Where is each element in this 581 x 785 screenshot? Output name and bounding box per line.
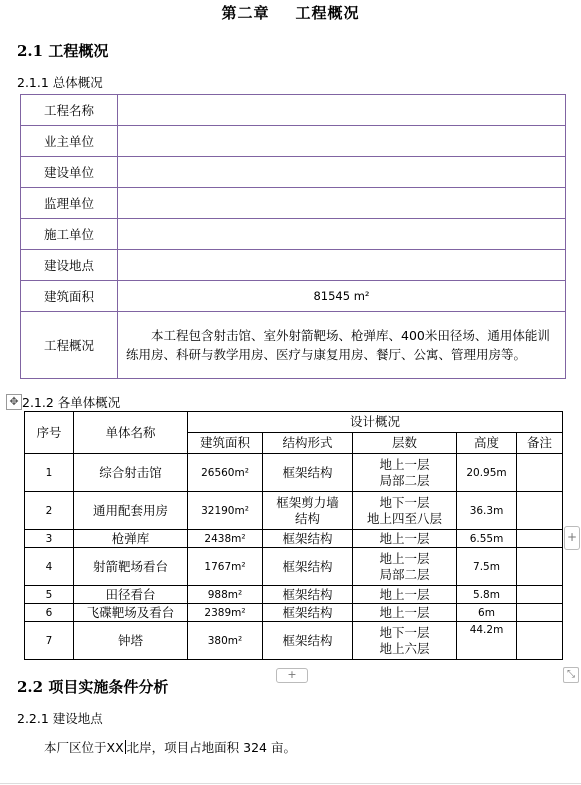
structure-cell[interactable]: 框架结构 xyxy=(263,622,353,660)
general-info-table xyxy=(20,94,566,379)
height-cell[interactable]: 44.2m xyxy=(457,622,517,660)
floors-cell[interactable] xyxy=(353,454,457,492)
value-cell[interactable] xyxy=(118,126,566,157)
table-row xyxy=(21,188,566,219)
height-cell[interactable]: 7.5m xyxy=(457,548,517,586)
table-row xyxy=(21,95,566,126)
height-cell[interactable]: 20.95m xyxy=(457,454,517,492)
height-cell[interactable]: 5.8m xyxy=(457,586,517,604)
name-cell[interactable]: 钟塔 xyxy=(74,622,188,660)
table-row xyxy=(21,219,566,250)
floor-line: 地上一层 xyxy=(379,550,430,566)
floor-line: 局部二层 xyxy=(379,566,430,582)
body-text-before: 本厂区位于XX xyxy=(44,740,124,755)
table-resize-handle-icon[interactable]: ⤡ xyxy=(563,667,579,683)
floor-line: 地下一层 xyxy=(379,624,430,640)
name-cell[interactable]: 通用配套用房 xyxy=(74,492,188,530)
chapter-title xyxy=(0,2,581,23)
seq-cell[interactable]: 5 xyxy=(25,586,74,604)
table-row xyxy=(25,492,563,530)
label-cell: 建筑面积 xyxy=(21,281,118,312)
table-row xyxy=(25,454,563,492)
note-cell[interactable] xyxy=(517,548,563,586)
height-cell[interactable]: 36.3m xyxy=(457,492,517,530)
section-heading-2-1: 2.1 工程概况 xyxy=(17,42,109,60)
header-area: 建筑面积 xyxy=(188,433,263,454)
seq-cell[interactable]: 3 xyxy=(25,530,74,548)
body-paragraph[interactable] xyxy=(44,738,296,756)
note-cell[interactable] xyxy=(517,622,563,660)
structure-cell[interactable]: 框架结构 xyxy=(263,604,353,622)
floor-line: 地下一层 xyxy=(379,494,430,510)
label-cell: 监理单位 xyxy=(21,188,118,219)
page-divider xyxy=(0,783,581,784)
area-cell[interactable]: 988m² xyxy=(188,586,263,604)
section-heading-2-2: 2.2 项目实施条件分析 xyxy=(17,678,169,696)
floor-line: 地上四至八层 xyxy=(366,510,442,526)
header-design: 设计概况 xyxy=(188,412,563,433)
seq-cell[interactable]: 1 xyxy=(25,454,74,492)
floor-line: 地上一层 xyxy=(379,456,430,472)
header-seq: 序号 xyxy=(25,412,74,454)
add-row-button[interactable]: + xyxy=(276,668,308,683)
header-floors: 层数 xyxy=(353,433,457,454)
name-cell[interactable]: 枪弹库 xyxy=(74,530,188,548)
value-cell[interactable]: 本工程包含射击馆、室外射箭靶场、枪弹库、400米田径场、通用体能训练用房、科研与教学用房、医疗与康复用房、餐厅、公寓、管理用房等。 xyxy=(118,312,566,379)
section-heading-2-1-2: 2.1.2 各单体概况 xyxy=(22,395,121,410)
floors-cell[interactable] xyxy=(353,492,457,530)
name-cell[interactable]: 射箭靶场看台 xyxy=(74,548,188,586)
floor-line: 地上一层 xyxy=(379,604,430,620)
table-row xyxy=(21,250,566,281)
area-cell[interactable]: 1767m² xyxy=(188,548,263,586)
floors-cell[interactable] xyxy=(353,586,457,604)
seq-cell[interactable]: 6 xyxy=(25,604,74,622)
label-cell: 业主单位 xyxy=(21,126,118,157)
add-column-button[interactable]: + xyxy=(564,526,580,550)
structure-cell[interactable]: 框架剪力墙结构 xyxy=(263,492,353,530)
table-row xyxy=(21,281,566,312)
text-cursor xyxy=(125,740,126,754)
header-height: 高度 xyxy=(457,433,517,454)
chapter-name: 工程概况 xyxy=(295,4,360,22)
body-text-after: 北岸，项目占地面积 324 亩。 xyxy=(126,740,296,755)
seq-cell[interactable]: 7 xyxy=(25,622,74,660)
label-cell: 工程名称 xyxy=(21,95,118,126)
value-cell[interactable] xyxy=(118,188,566,219)
header-name: 单体名称 xyxy=(74,412,188,454)
area-cell[interactable]: 32190m² xyxy=(188,492,263,530)
structure-cell[interactable]: 框架结构 xyxy=(263,586,353,604)
table-row xyxy=(21,312,566,379)
name-cell[interactable]: 飞碟靶场及看台 xyxy=(74,604,188,622)
area-cell[interactable]: 380m² xyxy=(188,622,263,660)
area-cell[interactable]: 2389m² xyxy=(188,604,263,622)
header-structure: 结构形式 xyxy=(263,433,353,454)
table-move-handle-icon[interactable]: ✥ xyxy=(6,394,22,410)
section-heading-2-1-1: 2.1.1 总体概况 xyxy=(17,75,103,90)
floors-cell[interactable] xyxy=(353,622,457,660)
floors-cell[interactable] xyxy=(353,604,457,622)
floor-line: 局部二层 xyxy=(379,472,430,488)
floor-line: 地上一层 xyxy=(379,530,430,546)
table-row xyxy=(25,548,563,586)
structure-cell[interactable]: 框架结构 xyxy=(263,454,353,492)
chapter-number: 第二章 xyxy=(221,4,270,22)
label-cell: 施工单位 xyxy=(21,219,118,250)
height-cell[interactable]: 6m xyxy=(457,604,517,622)
area-cell[interactable]: 26560m² xyxy=(188,454,263,492)
table-header-row xyxy=(25,412,563,433)
name-cell[interactable]: 综合射击馆 xyxy=(74,454,188,492)
table-row xyxy=(21,157,566,188)
seq-cell[interactable]: 2 xyxy=(25,492,74,530)
note-cell[interactable] xyxy=(517,530,563,548)
height-cell[interactable]: 6.55m xyxy=(457,530,517,548)
value-cell[interactable] xyxy=(118,250,566,281)
floors-cell[interactable] xyxy=(353,548,457,586)
area-cell[interactable]: 2438m² xyxy=(188,530,263,548)
floors-cell[interactable] xyxy=(353,530,457,548)
structure-cell[interactable]: 框架结构 xyxy=(263,530,353,548)
seq-cell[interactable]: 4 xyxy=(25,548,74,586)
label-cell: 建设地点 xyxy=(21,250,118,281)
header-note: 备注 xyxy=(517,433,563,454)
value-cell[interactable] xyxy=(118,157,566,188)
note-cell[interactable] xyxy=(517,604,563,622)
note-cell[interactable] xyxy=(517,586,563,604)
unit-overview-table xyxy=(24,411,563,660)
table-row xyxy=(21,126,566,157)
label-cell: 工程概况 xyxy=(21,312,118,379)
name-cell[interactable]: 田径看台 xyxy=(74,586,188,604)
section-heading-2-2-1: 2.2.1 建设地点 xyxy=(17,711,103,726)
note-cell[interactable] xyxy=(517,492,563,530)
table-row xyxy=(25,586,563,604)
structure-cell[interactable]: 框架结构 xyxy=(263,548,353,586)
value-cell[interactable] xyxy=(118,95,566,126)
table-row xyxy=(25,604,563,622)
value-cell[interactable]: 81545 m² xyxy=(118,281,566,312)
label-cell: 建设单位 xyxy=(21,157,118,188)
table-row xyxy=(25,622,563,660)
value-cell[interactable] xyxy=(118,219,566,250)
floor-line: 地上一层 xyxy=(379,586,430,602)
table-row xyxy=(25,530,563,548)
note-cell[interactable] xyxy=(517,454,563,492)
floor-line: 地上六层 xyxy=(379,640,430,656)
